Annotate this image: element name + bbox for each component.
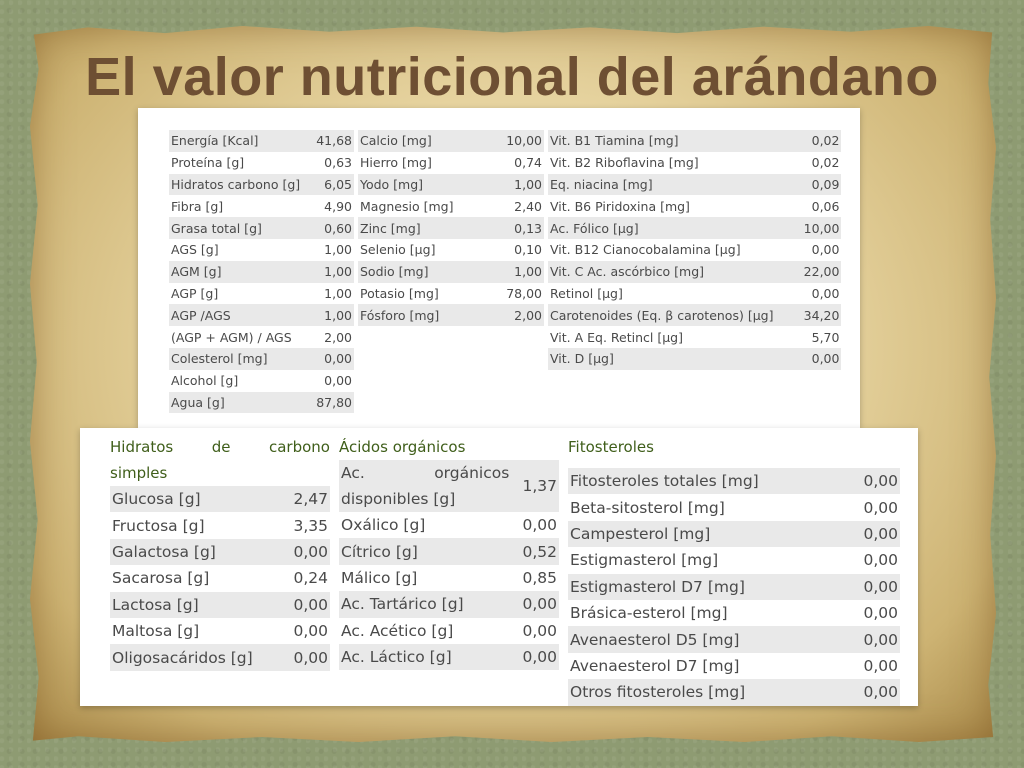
nutrient-value: 0,00: [863, 551, 898, 570]
table-row: [339, 644, 559, 670]
table-row: [548, 261, 841, 283]
nutrient-value: 0,00: [863, 604, 898, 623]
table-row: [568, 679, 900, 705]
organic-acids-column: [339, 434, 559, 670]
nutrient-value: 0,52: [511, 538, 559, 564]
table-row: [169, 326, 354, 348]
table-row: [548, 130, 841, 152]
nutrient-value: 0,00: [852, 521, 900, 547]
table-row: [548, 283, 841, 305]
nutrient-value: 0,00: [775, 239, 841, 261]
table-row: [110, 539, 330, 565]
table-row: [110, 644, 330, 670]
nutrient-name: AGS [g]: [169, 239, 312, 261]
nutrient-name: Estigmasterol [mg]: [570, 551, 719, 570]
nutrient-name: Retinol [µg]: [548, 283, 775, 305]
nutrient-name: Málico [g]: [341, 568, 418, 587]
nutrient-value: 1,00: [502, 174, 544, 196]
nutrient-value: 0,00: [511, 644, 559, 670]
table-row: [548, 152, 841, 174]
nutrient-name: Maltosa [g]: [112, 622, 200, 641]
nutrient-value: 0,00: [282, 644, 330, 670]
table-row: [110, 592, 330, 618]
nutrient-value: 0,02: [775, 152, 841, 174]
nutrient-value: 0,00: [293, 622, 328, 641]
nutrient-name: Fibra [g]: [169, 195, 312, 217]
nutrient-name: Proteína [g]: [169, 152, 312, 174]
label-word: orgánicos: [434, 464, 510, 482]
nutrient-value: 41,68: [312, 130, 354, 152]
nutrient-name: AGP [g]: [169, 283, 312, 305]
table-row: [110, 512, 330, 538]
nutrient-value: 1,00: [312, 239, 354, 261]
nutrient-value: 0,00: [852, 468, 900, 494]
table-row: [568, 494, 900, 520]
nutrient-value: 1,00: [312, 304, 354, 326]
nutrient-name: Ac. Acético [g]: [341, 621, 454, 640]
nutrient-value: 0,24: [293, 569, 328, 588]
table-row: [548, 304, 841, 326]
nutrient-value: 5,70: [775, 326, 841, 348]
nutrient-value: 0,00: [511, 591, 559, 617]
nutrient-name: Cítrico [g]: [339, 538, 511, 564]
nutrient-name: Grasa total [g]: [169, 217, 312, 239]
nutrient-name: AGM [g]: [169, 261, 312, 283]
nutrient-name: Energía [Kcal]: [169, 130, 312, 152]
nutrient-value: 10,00: [775, 217, 841, 239]
nutrient-name: Hidratos carbono [g]: [169, 174, 312, 196]
table-row: [110, 565, 330, 591]
nutrient-value: 0,60: [312, 217, 354, 239]
table-row: [339, 565, 559, 591]
nutrient-name: Brásica-esterol [mg]: [570, 604, 728, 623]
nutrient-value: 34,20: [775, 304, 841, 326]
nutrient-name: Vit. C Ac. ascórbico [mg]: [548, 261, 775, 283]
table-row: [169, 174, 354, 196]
table-row: [358, 304, 544, 326]
nutrient-name: Avenaesterol D7 [mg]: [570, 656, 740, 675]
heading-word: Hidratos: [110, 438, 174, 456]
simple-carbohydrates-table: [110, 486, 330, 671]
phytosterols-table: [568, 468, 900, 706]
nutrient-value: 1,00: [502, 261, 544, 283]
nutrient-name: Estigmasterol D7 [mg]: [568, 574, 852, 600]
nutrient-value: 1,00: [312, 283, 354, 305]
table-row: [169, 283, 354, 305]
nutrient-name: Hierro [mg]: [358, 152, 502, 174]
nutrient-value: 0,00: [863, 656, 898, 675]
nutrient-name: Galactosa [g]: [110, 539, 282, 565]
nutrient-value: 1,00: [312, 261, 354, 283]
table-row: [169, 304, 354, 326]
table-row: [169, 195, 354, 217]
nutrient-name: Vit. A Eq. Retincl [µg]: [548, 326, 775, 348]
table-row: [568, 626, 900, 652]
table-row: [548, 195, 841, 217]
nutrient-value: 2,40: [502, 195, 544, 217]
table-row: [548, 348, 841, 370]
table-row: [568, 653, 900, 679]
simple-carbohydrates-column: [110, 434, 330, 671]
nutrient-name: Vit. D [µg]: [548, 348, 775, 370]
table-row: [568, 574, 900, 600]
nutrient-value: 0,00: [852, 679, 900, 705]
macronutrients-table: [169, 130, 354, 413]
nutrient-name: Magnesio [mg]: [358, 195, 502, 217]
nutrient-value: 0,00: [863, 498, 898, 517]
nutrient-name: Oligosacáridos [g]: [110, 644, 282, 670]
nutrient-value: 0,13: [502, 217, 544, 239]
nutrient-value: 0,00: [312, 370, 354, 392]
nutrient-name: Ac. Tartárico [g]: [339, 591, 511, 617]
nutrient-name: Potasio [mg]: [358, 283, 502, 305]
nutrient-value: 0,00: [282, 592, 330, 618]
nutrient-value: 0,10: [502, 239, 544, 261]
simple-carbohydrates-heading-line2: simples: [110, 464, 168, 482]
vitamins-table: [548, 130, 841, 370]
nutrient-name: Fitosteroles totales [mg]: [568, 468, 852, 494]
heading-word: de: [211, 438, 231, 456]
nutrient-value: 0,00: [522, 516, 557, 535]
nutrient-value: 0,85: [522, 568, 557, 587]
minerals-table: [358, 130, 544, 326]
nutrient-value: 0,00: [282, 539, 330, 565]
nutrient-name: Oxálico [g]: [341, 516, 426, 535]
table-row: [568, 547, 900, 573]
nutrient-value: 10,00: [502, 130, 544, 152]
table-row: [169, 261, 354, 283]
nutrient-name: Carotenoides (Eq. β carotenos) [µg]: [548, 304, 775, 326]
table-row: [358, 174, 544, 196]
table-row: [548, 326, 841, 348]
nutrient-name: Eq. niacina [mg]: [548, 174, 775, 196]
nutrient-name: Beta-sitosterol [mg]: [570, 498, 725, 517]
simple-carbohydrates-heading: [110, 434, 330, 460]
slide-title: El valor nutricional del arándano: [85, 47, 939, 107]
organic-acids-heading: Ácidos orgánicos: [339, 438, 466, 456]
first-row-label-line2: disponibles [g]: [341, 490, 456, 508]
nutrient-value: 0,00: [522, 621, 557, 640]
table-row: [169, 392, 354, 414]
nutrient-name: Zinc [mg]: [358, 217, 502, 239]
table-row: [339, 591, 559, 617]
nutrient-value: 3,35: [293, 516, 328, 535]
table-row: [169, 152, 354, 174]
first-row-label-line1: [341, 460, 509, 486]
label-word: Ac.: [341, 464, 365, 482]
table-row: [358, 152, 544, 174]
table-row: [169, 239, 354, 261]
nutrient-name: Lactosa [g]: [110, 592, 282, 618]
nutrient-name: Otros fitosteroles [mg]: [568, 679, 852, 705]
nutrient-name: Fructosa [g]: [112, 516, 205, 535]
phytosterols-heading: Fitosteroles: [568, 438, 654, 456]
nutrient-name: Glucosa [g]: [110, 486, 282, 512]
nutrient-value: 2,47: [282, 486, 330, 512]
nutrient-value: 0,00: [852, 574, 900, 600]
table-row: [358, 283, 544, 305]
table-row: [568, 521, 900, 547]
table-row: [339, 538, 559, 564]
table-row: [110, 486, 330, 512]
nutrient-name: Vit. B1 Tiamina [mg]: [548, 130, 775, 152]
table-row: [548, 217, 841, 239]
table-row: [169, 370, 354, 392]
nutrient-value: 0,74: [502, 152, 544, 174]
nutrient-name: Sodio [mg]: [358, 261, 502, 283]
nutrient-value: 0,02: [775, 130, 841, 152]
table-row: [169, 348, 354, 370]
nutrient-value: 2,00: [312, 326, 354, 348]
table-row: [568, 468, 900, 494]
table-row: [169, 130, 354, 152]
general-nutrients-panel: [138, 108, 860, 428]
nutrient-value: 0,06: [775, 195, 841, 217]
table-row: [358, 261, 544, 283]
table-row: [568, 600, 900, 626]
nutrient-name: Fósforo [mg]: [358, 304, 502, 326]
table-row: [339, 460, 559, 512]
phytosterols-column: [568, 434, 900, 706]
nutrient-name: (AGP + AGM) / AGS: [169, 326, 312, 348]
nutrient-value: 0,00: [775, 348, 841, 370]
nutrient-name: Ac. Láctico [g]: [339, 644, 511, 670]
nutrient-value: 0,00: [312, 348, 354, 370]
nutrient-name: Calcio [mg]: [358, 130, 502, 152]
organic-acids-table: [339, 460, 559, 670]
heading-word: carbono: [268, 438, 330, 456]
nutrient-name: Selenio [µg]: [358, 239, 502, 261]
nutrient-value: 0,63: [312, 152, 354, 174]
nutrient-value: 78,00: [502, 283, 544, 305]
nutrient-name: AGP /AGS: [169, 304, 312, 326]
nutrient-name: Yodo [mg]: [358, 174, 502, 196]
nutrient-value: 0,09: [775, 174, 841, 196]
carbohydrates-acids-sterols-panel: [80, 428, 918, 706]
table-row: [358, 130, 544, 152]
nutrient-name: Vit. B12 Cianocobalamina [µg]: [548, 239, 775, 261]
nutrient-value: 0,00: [852, 626, 900, 652]
first-row-value: 1,37: [511, 460, 559, 512]
table-row: [358, 195, 544, 217]
nutrient-value: 87,80: [312, 392, 354, 414]
nutrient-name: Agua [g]: [169, 392, 312, 414]
nutrient-name: Avenaesterol D5 [mg]: [568, 626, 852, 652]
table-row: [110, 618, 330, 644]
nutrient-value: 22,00: [775, 261, 841, 283]
nutrient-name: Colesterol [mg]: [169, 348, 312, 370]
nutrient-name: Vit. B6 Piridoxina [mg]: [548, 195, 775, 217]
table-row: [548, 239, 841, 261]
nutrient-value: 2,00: [502, 304, 544, 326]
table-row: [548, 174, 841, 196]
nutrient-name: Alcohol [g]: [169, 370, 312, 392]
table-row: [339, 618, 559, 644]
nutrient-value: 6,05: [312, 174, 354, 196]
nutrient-value: 0,00: [775, 283, 841, 305]
table-row: [169, 217, 354, 239]
table-row: [339, 512, 559, 538]
table-row: [358, 217, 544, 239]
nutrient-name: Campesterol [mg]: [568, 521, 852, 547]
nutrient-name: Vit. B2 Riboflavina [mg]: [548, 152, 775, 174]
table-row: [358, 239, 544, 261]
nutrient-value: 4,90: [312, 195, 354, 217]
nutrient-name: Sacarosa [g]: [112, 569, 210, 588]
nutrient-name: Ac. Fólico [µg]: [548, 217, 775, 239]
